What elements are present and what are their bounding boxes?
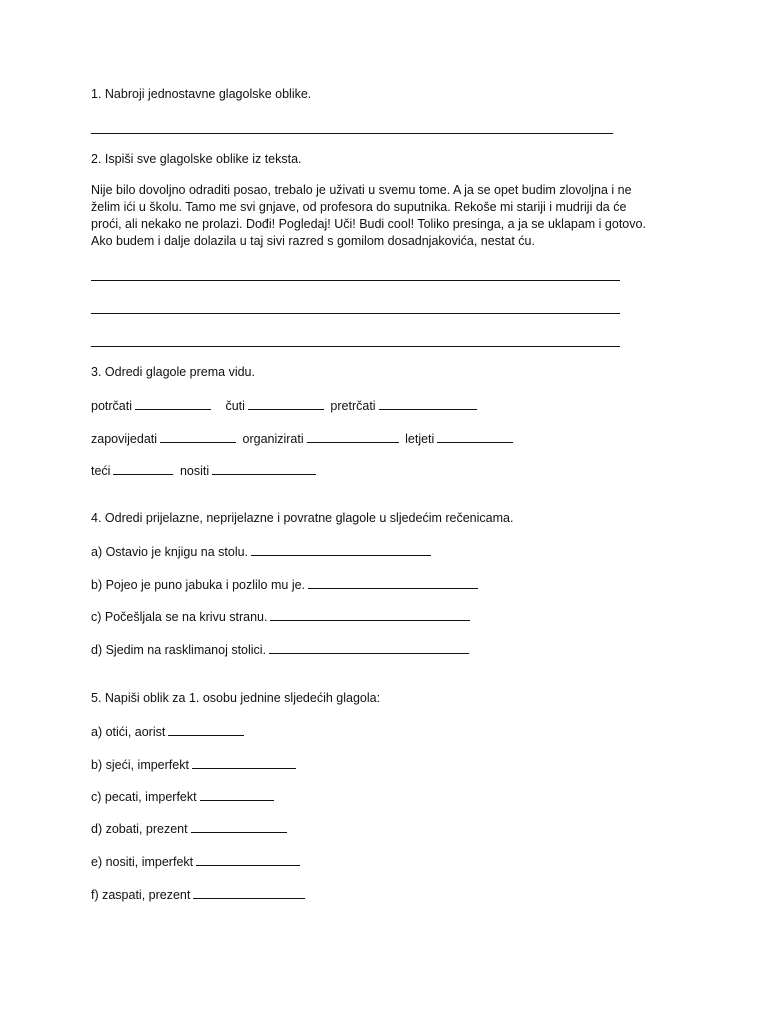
q3-row-1 — [91, 397, 480, 415]
q3-answer-blank[interactable] — [437, 430, 513, 443]
q3-answer-blank[interactable] — [379, 397, 477, 410]
q3-verb: pretrčati — [330, 399, 376, 413]
q2-answer-line[interactable] — [91, 346, 620, 347]
q5-verb-form: a) otići, aorist — [91, 725, 166, 739]
q4-item — [91, 543, 434, 561]
q5-item — [91, 886, 308, 904]
q5-verb-form: c) pecati, imperfekt — [91, 790, 197, 804]
q2-text-paragraph — [91, 182, 681, 250]
q4-sentence: b) Pojeo je puno jabuka i pozlilo mu je. — [91, 578, 306, 592]
q5-item — [91, 853, 303, 871]
q3-answer-blank[interactable] — [307, 430, 399, 443]
q5-answer-blank[interactable] — [191, 820, 287, 833]
q3-verb: potrčati — [91, 399, 132, 413]
q3-verb: zapovijedati — [91, 432, 158, 446]
q4-answer-blank[interactable] — [251, 543, 431, 556]
q3-answer-blank[interactable] — [160, 430, 236, 443]
q3-answer-blank[interactable] — [248, 397, 324, 410]
q5-item — [91, 723, 247, 741]
q5-item — [91, 788, 277, 806]
q2-text-line: proći, ali nekako ne prolazi. Dođi! Pogledaj! Uči! Budi cool! Toliko presinga, a ja se uklapam i gotovo. — [91, 217, 646, 231]
q5-item — [91, 756, 299, 774]
q5-item — [91, 820, 290, 838]
q2-text-line: Ako budem i dalje dolazila u taj sivi razred s gomilom dosadnjakovića, nestat ću. — [91, 234, 535, 248]
q1-title: 1. Nabroji jednostavne glagolske oblike. — [91, 87, 312, 101]
q5-answer-blank[interactable] — [193, 886, 305, 899]
q5-answer-blank[interactable] — [200, 788, 274, 801]
q4-answer-blank[interactable] — [308, 576, 478, 589]
q4-item — [91, 576, 481, 594]
q1-answer-line[interactable] — [91, 133, 613, 134]
q5-verb-form: e) nositi, imperfekt — [91, 855, 194, 869]
q2-text-line: želim ići u školu. Tamo me svi gnjave, od profesora do suputnika. Rekoše mi stariji i mudriji da će — [91, 200, 627, 214]
q5-verb-form: f) zaspati, prezent — [91, 888, 191, 902]
q5-answer-blank[interactable] — [196, 853, 300, 866]
q3-answer-blank[interactable] — [135, 397, 211, 410]
q2-title: 2. Ispiši sve glagolske oblike iz teksta. — [91, 152, 302, 166]
q5-title: 5. Napiši oblik za 1. osobu jednine sljedećih glagola: — [91, 691, 381, 705]
q5-verb-form: b) sjeći, imperfekt — [91, 758, 189, 772]
q3-title: 3. Odredi glagole prema vidu. — [91, 365, 255, 379]
q4-sentence: a) Ostavio je knjigu na stolu. — [91, 545, 249, 559]
q4-item — [91, 641, 472, 659]
q2-answer-line[interactable] — [91, 313, 620, 314]
q3-row-3 — [91, 462, 319, 480]
q5-answer-blank[interactable] — [192, 756, 296, 769]
q4-sentence: d) Sjedim na rasklimanoj stolici. — [91, 643, 267, 657]
q4-item — [91, 608, 473, 626]
q3-verb: teći — [91, 464, 111, 478]
q4-answer-blank[interactable] — [269, 641, 469, 654]
q2-answer-line[interactable] — [91, 280, 620, 281]
q5-verb-form: d) zobati, prezent — [91, 822, 188, 836]
q4-sentence: c) Počešljala se na krivu stranu. — [91, 610, 268, 624]
q3-verb: letjeti — [405, 432, 435, 446]
q4-title: 4. Odredi prijelazne, neprijelazne i povratne glagole u sljedećim rečenicama. — [91, 511, 514, 525]
q3-verb: nositi — [179, 464, 210, 478]
q2-text-line: Nije bilo dovoljno odraditi posao, trebalo je uživati u svemu tome. A ja se opet budim zlovoljna i ne — [91, 183, 632, 197]
q3-answer-blank[interactable] — [113, 462, 173, 475]
q3-verb: čuti — [225, 399, 245, 413]
q3-row-2 — [91, 430, 516, 448]
q4-answer-blank[interactable] — [270, 608, 470, 621]
q5-answer-blank[interactable] — [168, 723, 244, 736]
q3-answer-blank[interactable] — [212, 462, 316, 475]
q3-verb: organizirati — [242, 432, 304, 446]
